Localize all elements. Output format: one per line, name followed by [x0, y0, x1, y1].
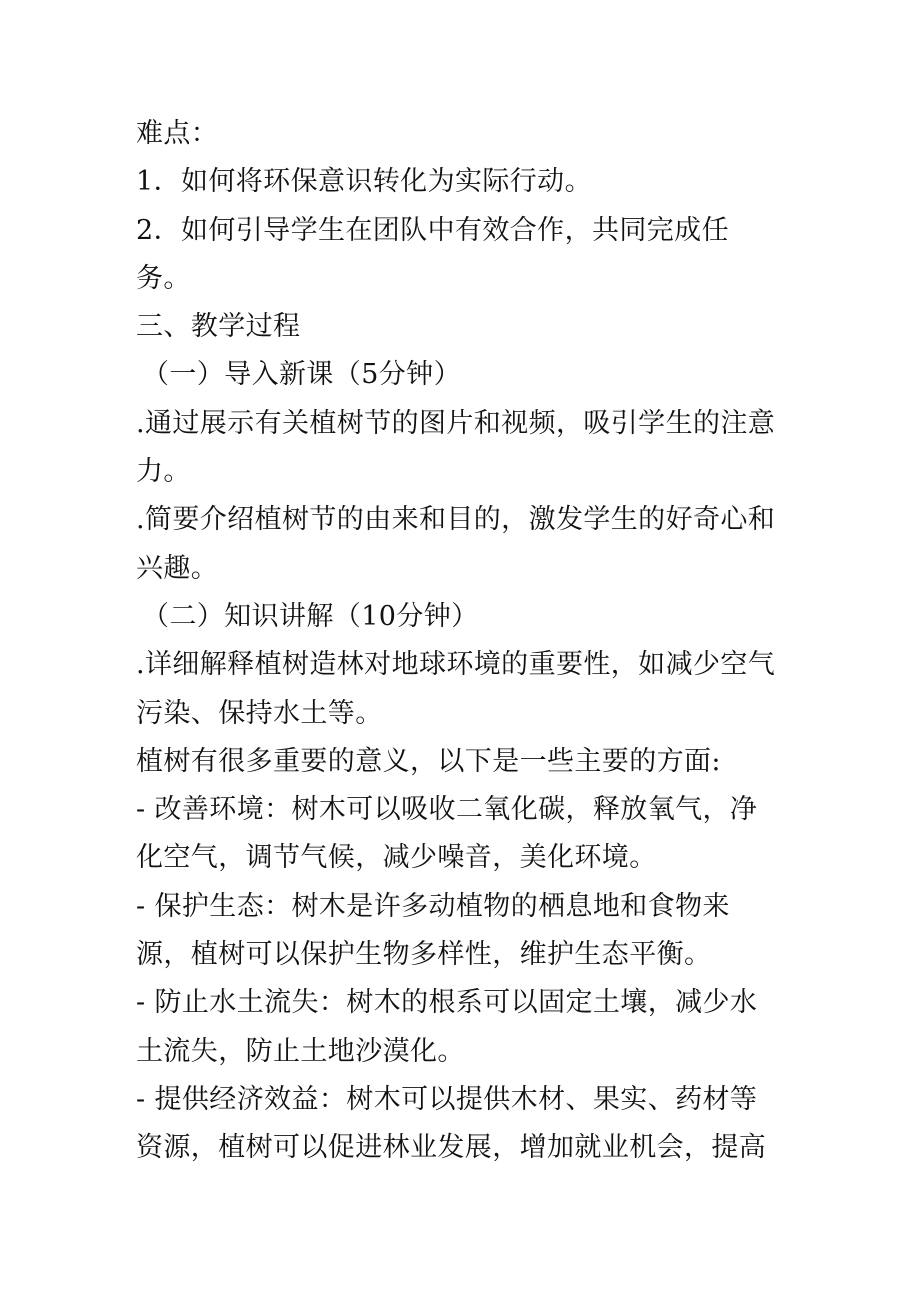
- list-item: - 保护生态：树木是许多动植物的栖息地和食物来: [136, 890, 730, 922]
- list-item: - 防止水土流失：树木的根系可以固定土壤，减少水: [136, 987, 758, 1019]
- list-item: - 改善环境：树木可以吸收二氧化碳，释放氧气，净: [136, 794, 758, 826]
- section-heading-difficulties: 难点：: [136, 118, 219, 149]
- subsection-heading-intro: （一）导入新课（5分钟）: [142, 359, 461, 391]
- text-line: .通过展示有关植树节的图片和视频，吸引学生的注意: [136, 407, 776, 439]
- text-line: 化空气，调节气候，减少噪音，美化环境。: [136, 842, 657, 874]
- text-line: 力。: [136, 456, 191, 488]
- text-line: .简要介绍植树节的由来和目的，激发学生的好奇心和: [136, 504, 776, 536]
- text-line: .详细解释植树造林对地球环境的重要性，如减少空气: [136, 649, 776, 681]
- list-item: - 提供经济效益：树木可以提供木材、果实、药材等: [136, 1083, 758, 1115]
- text-line: 污染、保持水土等。: [136, 697, 383, 729]
- subsection-heading-knowledge: （二）知识讲解（10分钟）: [142, 600, 479, 632]
- text-line: 源，植树可以保护生物多样性，维护生态平衡。: [136, 939, 712, 971]
- text-line: 1．如何将环保意识转化为实际行动。: [136, 166, 592, 198]
- text-line: 2．如何引导学生在团队中有效合作，共同完成任: [136, 214, 729, 246]
- section-heading-teaching-process: 三、教学过程: [136, 311, 301, 343]
- text-line: 土流失，防止土地沙漠化。: [136, 1035, 465, 1067]
- text-line: 植树有很多重要的意义，以下是一些主要的方面:: [136, 745, 721, 777]
- text-line: 兴趣。: [136, 552, 219, 584]
- document-body: [136, 110, 796, 1173]
- text-line: 资源，植树可以促进林业发展，增加就业机会，提高: [136, 1132, 767, 1164]
- text-line: 务。: [136, 262, 191, 294]
